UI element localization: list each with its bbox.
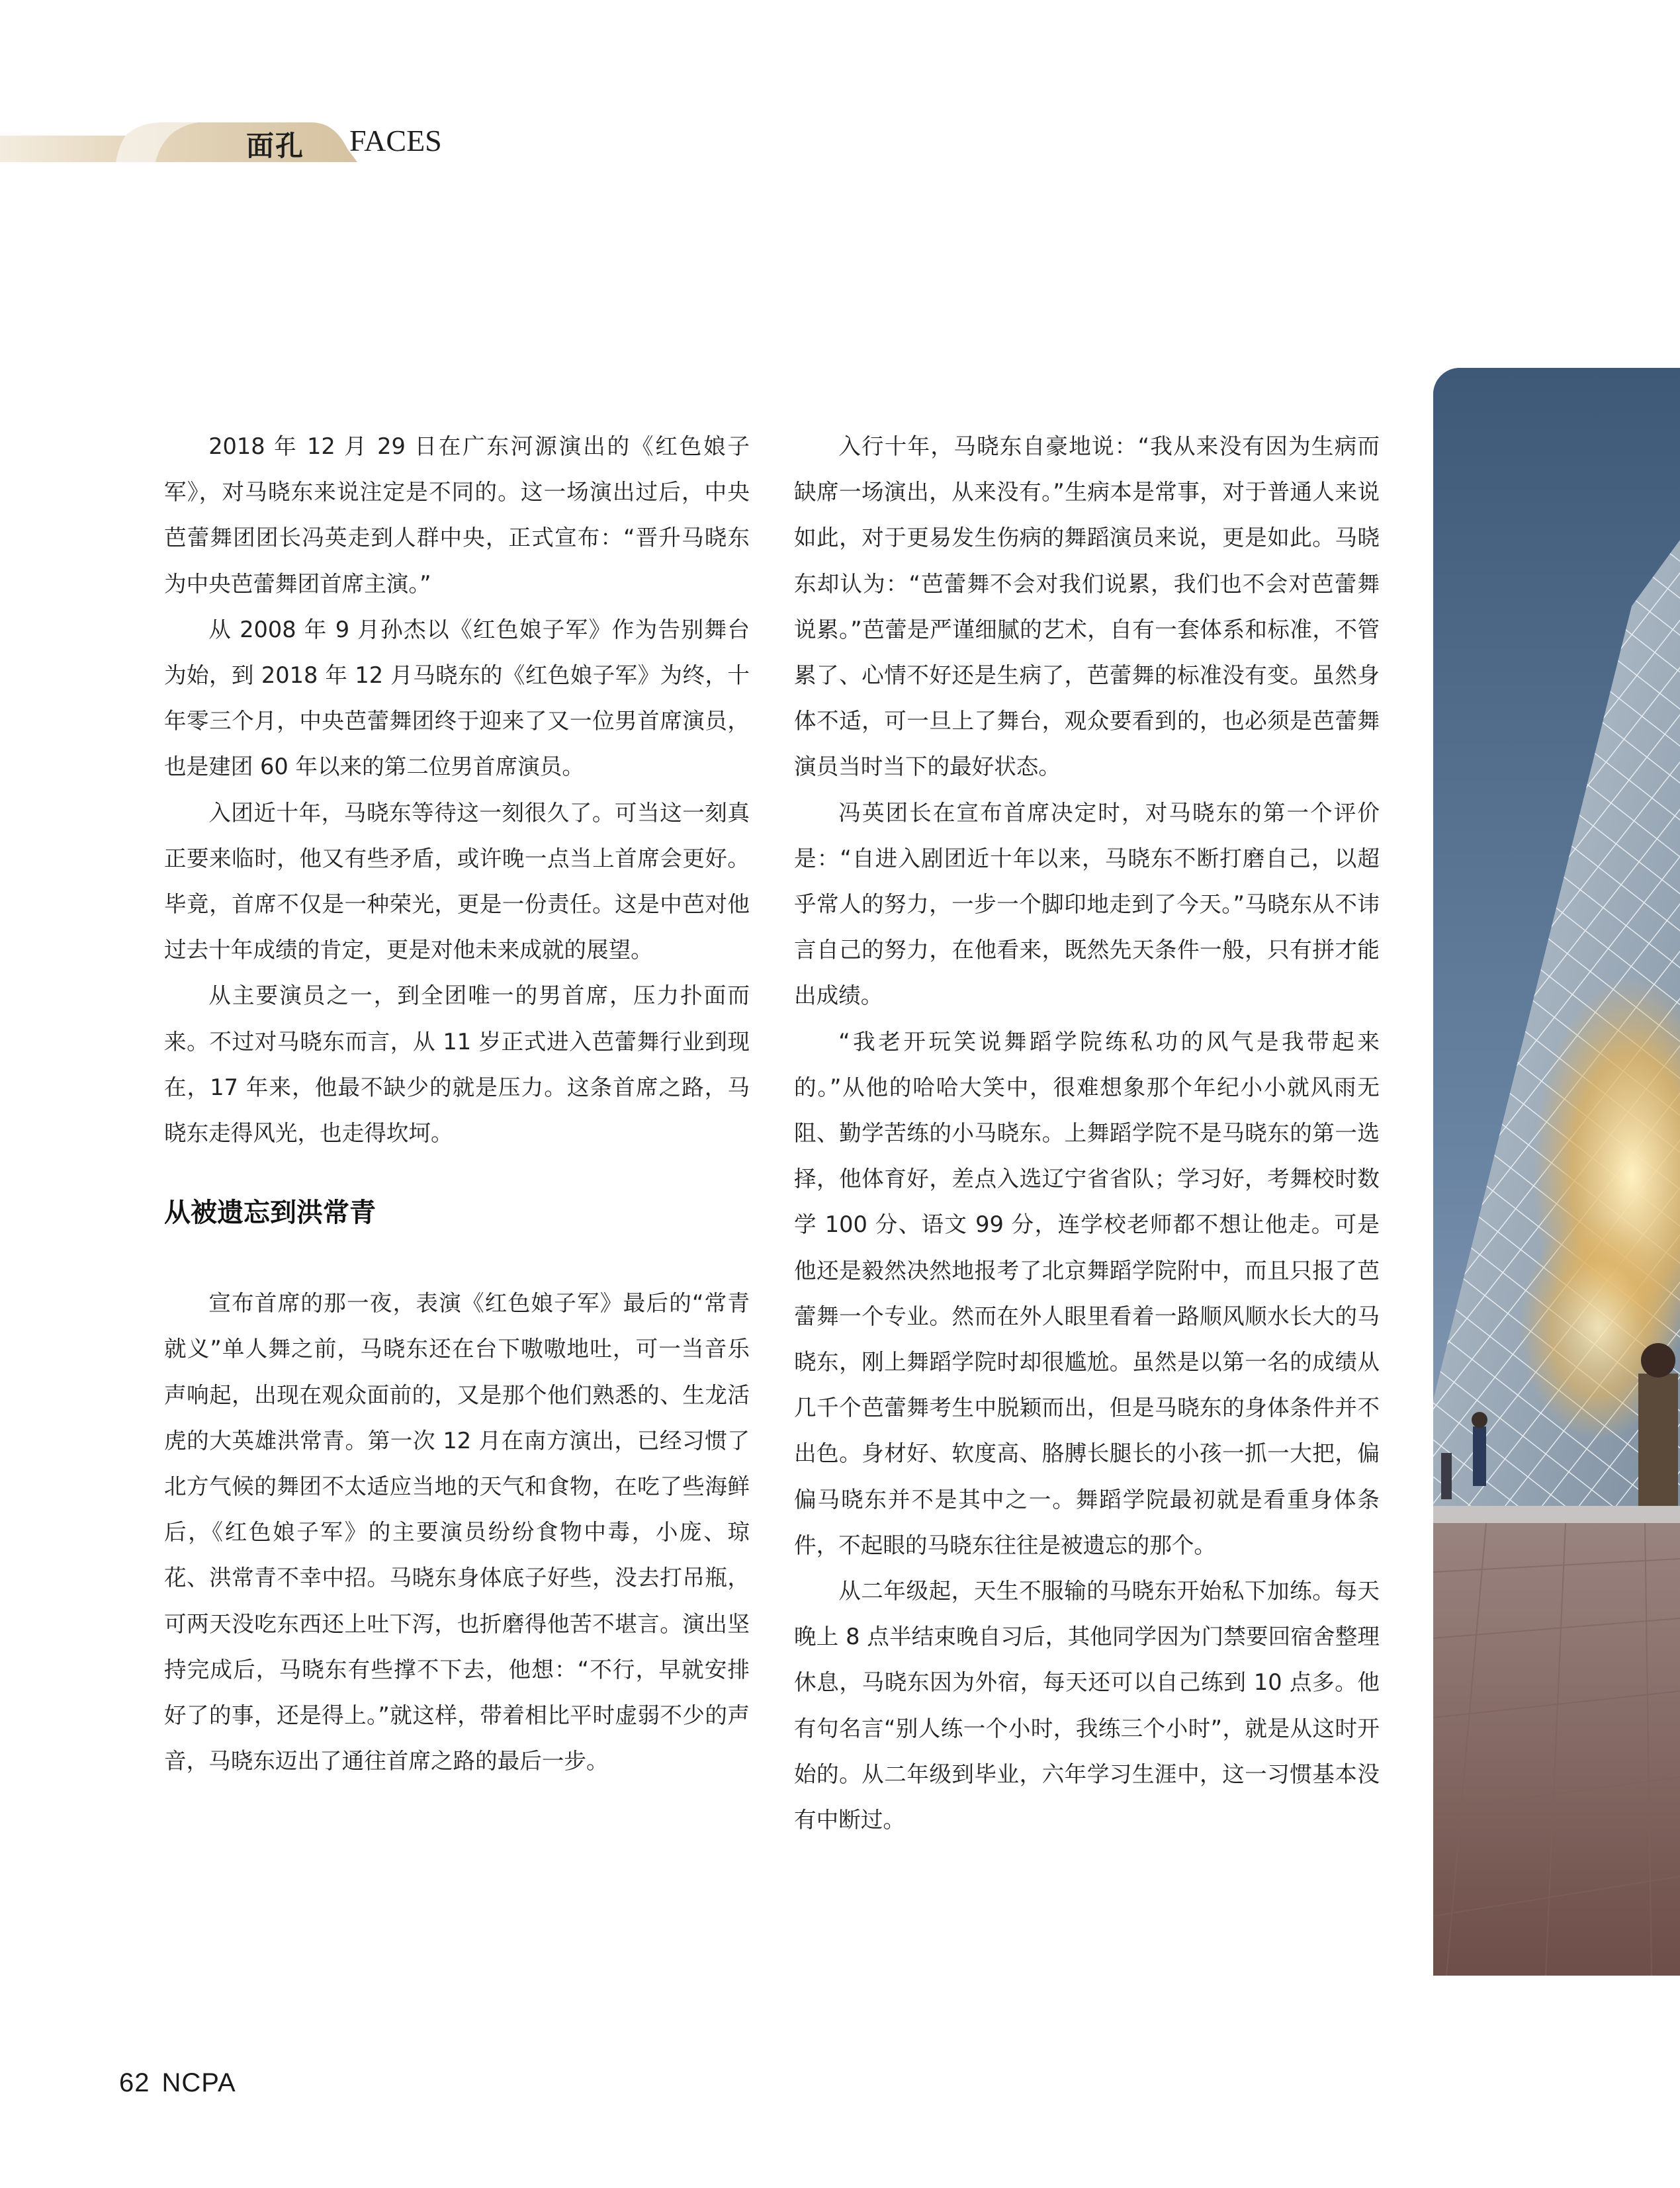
paragraph: 2018 年 12 月 29 日在广东河源演出的《红色娘子军》，对马晓东来说注定是不同的。这一场演出过后，中央芭蕾舞团团长冯英走到人群中央，正式宣布：“晋升马晓东为中央芭蕾舞团首席主演。” <box>164 433 750 597</box>
paragraph: 宣布首席的那一夜，表演《红色娘子军》最后的“常青就义”单人舞之前，马晓东还在台下嗷嗷地吐，可一当音乐声响起，出现在观众面前的，又是那个他们熟悉的、生龙活虎的大英雄洪常青。第一次 12 月在南方演出，已经习惯了北方气候的舞团不太适应当地的天气和食物，在吃了些海鲜后，《红色娘子军》的主要演员纷纷食物中毒，小庞、琼花、洪常青不幸中招。马晓东身体底子好些，没去打吊瓶，可两天没吃东西还上吐下泻，也折磨得他苦不堪言。演出坚持完成后，马晓东有些撑不下去，他想：“不行，早就安排好了的事，还是得上。”就这样，带着相比平时虚弱不少的声音，马晓东迈出了通往首席之路的最后一步。 <box>164 1290 750 1774</box>
header-band <box>0 122 371 162</box>
paragraph: 从二年级起，天生不服输的马晓东开始私下加练。每天晚上 8 点半结束晚自习后，其他同学因为门禁要回宿舍整理休息，马晓东因为外宿，每天还可以自己练到 10 点多。他有句名言“别人练一个小时，我练三个小时”，就是从这时开始的。从二年级到毕业，六年学习生涯中，这一习惯基本没有中断过。 <box>794 1578 1380 1833</box>
section-title-en: FACES <box>349 124 442 157</box>
paragraph: 从 2008 年 9 月孙杰以《红色娘子军》作为告别舞台为始，到 2018 年 12 月马晓东的《红色娘子军》为终，十年零三个月，中央芭蕾舞团终于迎来了又一位男首席演员，也是建团 60 年以来的第二位男首席演员。 <box>164 616 750 780</box>
paragraph: “我老开玩笑说舞蹈学院练私功的风气是我带起来的。”从他的哈哈大笑中，很难想象那个年纪小小就风雨无阻、勤学苦练的小马晓东。上舞蹈学院不是马晓东的第一选择，他体育好，差点入选辽宁省省队；学习好，考舞校时数学 100 分、语文 99 分，连学校老师都不想让他走。可是他还是毅然决然地报考了北京舞蹈学院附中，而且只报了芭蕾舞一个专业。然而在外人眼里看着一路顺风顺水长大的马晓东，刚上舞蹈学院时却很尴尬。虽然是以第一名的成绩从几千个芭蕾舞考生中脱颖而出，但是马晓东的身体条件并不出色。身材好、软度高、胳膊长腿长的小孩一抓一大把，偏偏马晓东并不是其中之一。舞蹈学院最初就是看重身体条件，不起眼的马晓东往往是被遗忘的那个。 <box>794 1028 1380 1558</box>
photo-illustration <box>1433 368 1680 1976</box>
section-title: 面孔 <box>246 130 305 162</box>
section-heading: 从被遗忘到洪常青 <box>164 1198 376 1229</box>
louvre-pyramid-photo <box>1433 368 1680 1976</box>
paragraph: 入团近十年，马晓东等待这一刻很久了。可当这一刻真正要来临时，他又有些矛盾，或许晚一点当上首席会更好。毕竟，首席不仅是一种荣光，更是一份责任。这是中芭对他过去十年成绩的肯定，更是对他未来成就的展望。 <box>164 799 750 963</box>
paragraph: 从主要演员之一，到全团唯一的男首席，压力扑面而来。不过对马晓东而言，从 11 岁正式进入芭蕾舞行业到现在，17 年来，他最不缺少的就是压力。这条首席之路，马晓东走得风光，也走得坎坷。 <box>164 983 750 1147</box>
paragraph: 冯英团长在宣布首席决定时，对马晓东的第一个评价是：“自进入剧团近十年以来，马晓东不断打磨自己，以超乎常人的努力，一步一个脚印地走到了今天。”马晓东从不讳言自己的努力，在他看来，既然先天条件一般，只有拼才能出成绩。 <box>794 799 1380 1009</box>
publication-name: NCPA <box>161 2068 236 2097</box>
paragraph: 入行十年，马晓东自豪地说：“我从来没有因为生病而缺席一场演出，从来没有。”生病本是常事，对于普通人来说如此，对于更易发生伤病的舞蹈演员来说，更是如此。马晓东却认为：“芭蕾舞不会对我们说累，我们也不会对芭蕾舞说累。”芭蕾是严谨细腻的艺术，自有一套体系和标准，不管累了、心情不好还是生病了，芭蕾舞的标准没有变。虽然身体不适，可一旦上了舞台，观众要看到的，也必须是芭蕾舞演员当时当下的最好状态。 <box>794 433 1380 780</box>
article-column-right <box>794 423 1380 1843</box>
page-number: 62 <box>119 2068 150 2097</box>
page-folio <box>119 2068 236 2098</box>
article-column-left <box>164 423 750 1784</box>
